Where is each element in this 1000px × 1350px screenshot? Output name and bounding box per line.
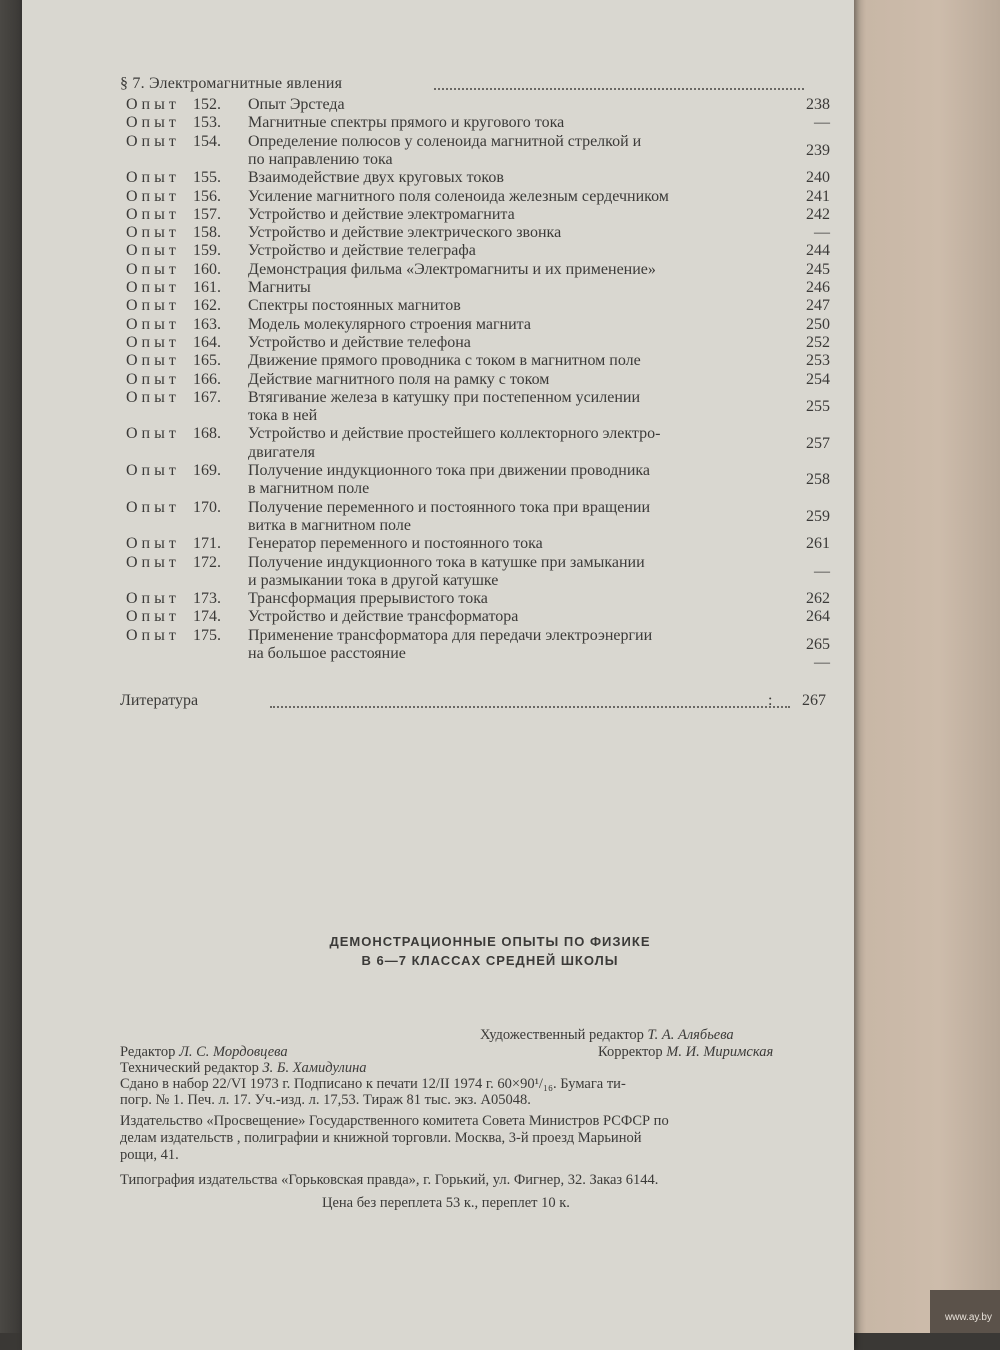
toc-entry-title-line: Опыт Эрстеда — [248, 96, 345, 113]
toc-entry-title-line: в магнитном поле — [248, 480, 370, 498]
toc-entry-title-line: и размыкании тока в другой катушке — [248, 571, 499, 589]
toc-entry-title-line: Движение прямого проводника с током в магнитном поле — [248, 352, 641, 370]
imprint-title — [250, 932, 730, 970]
toc-entry-title — [248, 188, 778, 206]
toc-entry-label: Опыт — [126, 535, 180, 553]
art-editor-name: Т. А. Алябьева — [647, 1027, 734, 1043]
toc-entry-label: Опыт — [126, 96, 180, 113]
literature-title: Литература — [120, 692, 199, 709]
toc-entry-title-line: Демонстрация фильма «Электромагниты и их применение» — [248, 260, 656, 278]
toc-entry-label: Опыт — [126, 132, 180, 150]
toc-entry-page: 246 — [806, 279, 830, 296]
toc-entry-page: 259 — [806, 507, 830, 525]
toc-entry-page: 240 — [806, 169, 830, 187]
literature-row — [120, 692, 830, 710]
art-editor-line — [480, 1027, 734, 1043]
toc-entry-title-line: Устройство и действие электрического звонка — [248, 224, 562, 242]
book-cover-edge — [848, 0, 1000, 1333]
toc-entry-number: 155. — [193, 169, 221, 187]
toc-entry-number: 163. — [193, 315, 221, 333]
toc-entry-title — [248, 169, 778, 187]
toc-entry-title-line: Трансформация прерывистого тока — [248, 590, 488, 608]
toc-entry-title — [248, 425, 778, 462]
toc-entry-number: 168. — [193, 425, 221, 443]
toc-entry — [126, 133, 830, 170]
toc-entry-page: 241 — [806, 187, 830, 205]
tech-editor-name: З. Б. Хамидулина — [262, 1060, 367, 1076]
toc-entry-title — [248, 608, 778, 626]
toc-entry-number: 158. — [193, 224, 221, 242]
toc-entry-number: 159. — [193, 242, 221, 260]
toc-entry — [126, 608, 830, 626]
toc-entry-page: 245 — [806, 260, 830, 278]
toc-entry-title-line: Определение полюсов у соленоида магнитной стрелкой и — [248, 132, 642, 150]
toc-entry-title — [248, 499, 778, 536]
toc-entry-title-line: по направлению тока — [248, 150, 393, 168]
toc-entry — [126, 224, 830, 242]
leader-dots — [434, 82, 804, 90]
toc-entry — [126, 334, 830, 352]
toc-entry-title — [248, 206, 778, 224]
toc-entry — [126, 188, 830, 206]
toc-entry-title — [248, 627, 778, 664]
toc-entry — [126, 206, 830, 224]
toc-entry-label: Опыт — [126, 370, 180, 388]
toc-entry-title-line: Действие магнитного поля на рамку с током — [248, 370, 550, 388]
toc-entry-title — [248, 554, 778, 591]
toc-entry-title-line: Устройство и действие телефона — [248, 333, 471, 351]
toc-entry-page: 253 — [806, 352, 830, 370]
toc-entry-number: 152. — [193, 96, 221, 113]
toc-entry-title-line: витка в магнитном поле — [248, 516, 411, 534]
toc-entry — [126, 96, 830, 114]
toc-entry-number: 160. — [193, 260, 221, 278]
toc-entry — [126, 499, 830, 536]
toc-entry-page: 264 — [806, 608, 830, 626]
tech-editor-line — [120, 1060, 367, 1076]
toc-entry — [126, 242, 830, 260]
literature-page: 267 — [802, 692, 826, 709]
toc-entry-number: 164. — [193, 333, 221, 351]
art-editor-label: Художественный редактор — [480, 1027, 644, 1043]
toc-entry-label: Опыт — [126, 260, 180, 278]
toc-entry-title — [248, 242, 778, 260]
toc-entry-page: 255 — [806, 397, 830, 415]
toc-entry-page: — — [814, 562, 830, 580]
toc-entry-title-line: Устройство и действие электромагнита — [248, 205, 515, 223]
toc-entry-number: 169. — [193, 462, 221, 479]
toc-entry-label: Опыт — [126, 590, 180, 608]
toc-entry-title-line: Усиление магнитного поля соленоида железным сердечником — [248, 187, 669, 205]
toc-entry-page: 265 — [806, 635, 830, 653]
leader-dots — [270, 706, 790, 708]
toc-entry-number: 175. — [193, 626, 221, 644]
toc-entry-page: 238 — [806, 96, 830, 113]
toc-entry-page: 239 — [806, 141, 830, 159]
tech-editor-label: Технический редактор — [120, 1060, 259, 1076]
toc-entry — [126, 627, 830, 664]
editor-label: Редактор — [120, 1044, 176, 1060]
editor-name: Л. С. Мордовцева — [179, 1044, 288, 1060]
toc-entry-page: 247 — [806, 297, 830, 315]
toc-entry-number: 171. — [193, 535, 221, 553]
toc-entry-label: Опыт — [126, 352, 180, 370]
toc-entry-label: Опыт — [126, 388, 180, 406]
toc-entry-title — [248, 96, 778, 114]
toc-entry-page: 250 — [806, 315, 830, 333]
toc-entry-title — [248, 535, 778, 553]
toc-entry — [126, 554, 830, 591]
toc-entry-title — [248, 297, 778, 315]
price-line: Цена без переплета 53 к., переплет 10 к. — [322, 1195, 570, 1211]
toc-entry-title-line: тока в ней — [248, 407, 318, 425]
toc-entry-number: 174. — [193, 608, 221, 626]
toc-entry — [126, 371, 830, 389]
literature-colon: : — [768, 692, 773, 709]
toc-entry — [126, 535, 830, 553]
print-data-line: Сдано в набор 22/VI 1973 г. Подписано к печати 12/II 1974 г. 60×90¹/₁₆. Бумага ти- — [120, 1076, 626, 1092]
toc-entry-title-line: Модель молекулярного строения магнита — [248, 315, 531, 333]
toc-entry-page: 258 — [806, 471, 830, 489]
toc-entry-title-line: Спектры постоянных магнитов — [248, 297, 461, 315]
toc-entry-number: 172. — [193, 553, 221, 571]
toc-entry-label: Опыт — [126, 169, 180, 187]
toc-entry-title — [248, 371, 778, 389]
toc-entry-number: 161. — [193, 279, 221, 296]
toc-entry — [126, 389, 830, 426]
toc-entry — [126, 425, 830, 462]
corrector-line — [598, 1044, 773, 1060]
toc-entry-title-line: Взаимодействие двух круговых токов — [248, 169, 504, 187]
toc-entry-label: Опыт — [126, 498, 180, 516]
toc-entry-title-line: двигателя — [248, 443, 315, 461]
toc-entry-title — [248, 261, 778, 279]
toc-entry-title — [248, 462, 778, 499]
toc-entry-title-line: Устройство и действие простейшего коллекторного электро- — [248, 425, 661, 443]
toc-entry-label: Опыт — [126, 425, 180, 443]
toc-entry-title-line: Получение переменного и постоянного тока при вращении — [248, 498, 651, 516]
toc-entry-label: Опыт — [126, 187, 180, 205]
section-title: § 7. Электромагнитные явления — [120, 75, 343, 92]
corrector-label: Корректор — [598, 1044, 663, 1060]
toc-entry-page: 244 — [806, 242, 830, 260]
toc-entry-title — [248, 389, 778, 426]
toc-entry-number: 156. — [193, 187, 221, 205]
toc-entry — [126, 462, 830, 499]
corrector-name: М. И. Миримская — [666, 1044, 774, 1060]
toc-entry-label: Опыт — [126, 242, 180, 260]
toc-entry-title — [248, 114, 778, 132]
publisher-line3: рощи, 41. — [120, 1147, 179, 1163]
toc-entry-label: Опыт — [126, 315, 180, 333]
toc-entry-page: 262 — [806, 590, 830, 608]
publisher-line2: делам издательств , полиграфии и книжной торговли. Москва, 3-й проезд Марьиной — [120, 1130, 642, 1146]
toc-extra-page-value: — — [814, 654, 830, 672]
toc-entry-number: 162. — [193, 297, 221, 315]
publisher-line1: Издательство «Просвещение» Государственного комитета Совета Министров РСФСР по — [120, 1113, 669, 1129]
toc-entry-title — [248, 352, 778, 370]
toc-entry — [126, 352, 830, 370]
toc-entry — [126, 169, 830, 187]
toc-entry — [126, 114, 830, 132]
print-data-line2: погр. № 1. Печ. л. 17. Уч.-изд. л. 17,53. Тираж 81 тыс. экз. А05048. — [120, 1092, 531, 1108]
toc-entry-page: 252 — [806, 333, 830, 351]
editor-line — [120, 1044, 288, 1060]
toc-entry-title — [248, 279, 778, 297]
toc-entry-title-line: Втягивание железа в катушку при постепенном усилении — [248, 388, 641, 406]
toc-entry-number: 166. — [193, 370, 221, 388]
toc-entry-label: Опыт — [126, 608, 180, 626]
toc-entry — [126, 279, 830, 297]
toc-entry — [126, 297, 830, 315]
imprint-title-line2: В 6—7 КЛАССАХ СРЕДНЕЙ ШКОЛЫ — [361, 953, 619, 968]
toc-entry-title-line: Применение трансформатора для передачи электроэнергии — [248, 626, 653, 644]
toc-entry-title-line: Получение индукционного тока в катушке при замыкании — [248, 553, 645, 571]
printing-house: Типография издательства «Горьковская правда», г. Горький, ул. Фигнер, 32. Заказ 6144. — [120, 1172, 659, 1188]
toc-entry-label: Опыт — [126, 224, 180, 242]
imprint-title-line1: ДЕМОНСТРАЦИОННЫЕ ОПЫТЫ ПО ФИЗИКЕ — [329, 934, 651, 949]
toc-entry-title — [248, 590, 778, 608]
toc-entry-title-line: Устройство и действие телеграфа — [248, 242, 476, 260]
toc-entry-number: 173. — [193, 590, 221, 608]
toc-entry-page: — — [814, 224, 830, 242]
toc-entry-title-line: Генератор переменного и постоянного тока — [248, 535, 543, 553]
toc-entry-label: Опыт — [126, 333, 180, 351]
toc-entry-number: 157. — [193, 205, 221, 223]
toc-entry-number: 153. — [193, 114, 221, 132]
toc-entry-title — [248, 224, 778, 242]
toc-entry-label: Опыт — [126, 297, 180, 315]
toc-entry-title-line: на большое расстояние — [248, 644, 406, 662]
toc-entry-label: Опыт — [126, 279, 180, 296]
toc-entry-page: 242 — [806, 205, 830, 223]
toc-entry-label: Опыт — [126, 626, 180, 644]
toc-entry-label: Опыт — [126, 114, 180, 132]
toc-entry-title-line: Получение индукционного тока при движении проводника — [248, 462, 651, 479]
toc-entry-page: 257 — [806, 434, 830, 452]
toc-entry-title-line: Устройство и действие трансформатора — [248, 608, 519, 626]
toc-entry-title — [248, 316, 778, 334]
toc-entry-title-line: Магниты — [248, 279, 311, 296]
toc-entry — [126, 590, 830, 608]
toc-entry-page: 254 — [806, 370, 830, 388]
toc-entry-title-line: Магнитные спектры прямого и кругового тока — [248, 114, 565, 132]
toc-entry-number: 170. — [193, 498, 221, 516]
toc-entry-page: 261 — [806, 535, 830, 553]
toc-entry-page: — — [814, 114, 830, 132]
toc-entry-title — [248, 133, 778, 170]
toc-entry — [126, 316, 830, 334]
toc-entry-label: Опыт — [126, 205, 180, 223]
watermark: www.ay.by — [944, 1312, 992, 1323]
toc-entry-label: Опыт — [126, 553, 180, 571]
toc-entry-title — [248, 334, 778, 352]
toc-entry — [126, 261, 830, 279]
toc-entry-label: Опыт — [126, 462, 180, 479]
toc-entry-number: 165. — [193, 352, 221, 370]
toc-entry-number: 154. — [193, 132, 221, 150]
toc-entry-number: 167. — [193, 388, 221, 406]
